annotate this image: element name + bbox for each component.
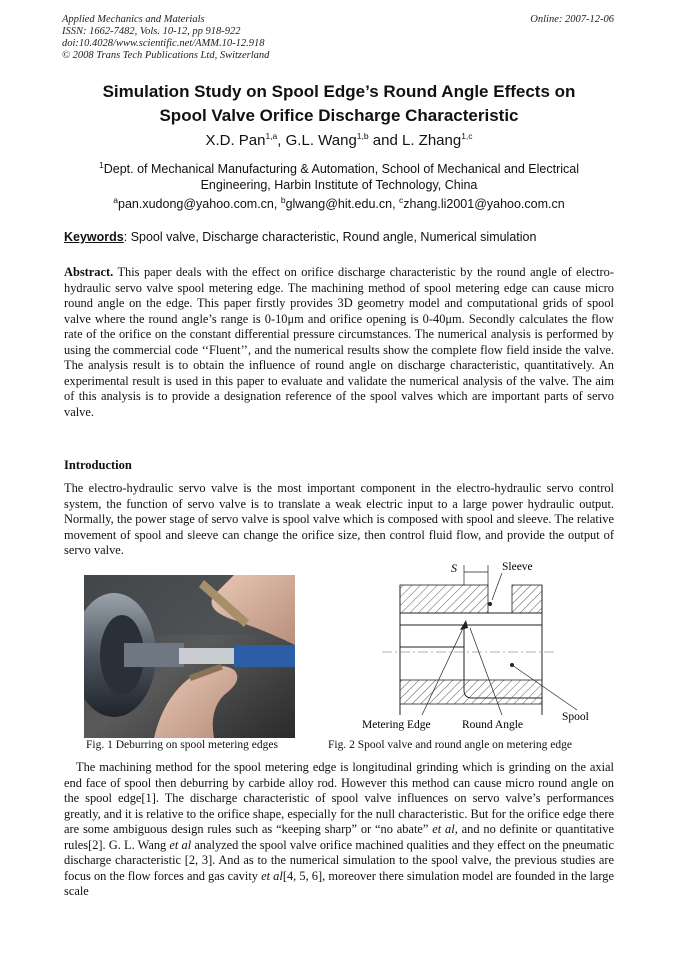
et-al-italic: et al <box>432 822 455 836</box>
paragraph-text: , and no definite or quantitative rules[2]. G. L. Wang <box>64 822 614 852</box>
author-separator: , <box>277 132 286 149</box>
abstract-label: Abstract. <box>64 265 114 279</box>
author-sup: 1,a <box>265 131 278 141</box>
issn-line: ISSN: 1662-7482, Vols. 10-12, pp 918-922 <box>62 26 241 37</box>
abstract-text: This paper deals with the effect on orifice discharge characteristic by the round angle of electro-hydraulic servo valve spool metering edge. The machining method of spool metering edge can cause micro round angle on the edge. This paper firstly provides 3D geometry model and computational grids of spool valve where the round angle’s range is 0-10μm and orifice opening is 0-40μm. Secondly calculates the flow rate of the orifice on the constant differential pressure circumstances. The numerical analysis is performed by using the commercial code ‘‘Fluent’’, and the numerical results show the complete flow field inside the valve. The analysis result is to obtain the influence of round angle on discharge characteristic, quantitatively. An experimental result is used in this paper to evaluate and validate the numerical analysis of the valve. The aim of this analysis is to provide a designation reference of the spool valves which are important parts of servo valve. <box>64 265 614 419</box>
introduction-heading: Introduction <box>64 458 132 472</box>
intro-paragraph-2 <box>64 760 614 900</box>
author-name: X.D. Pan <box>205 132 266 149</box>
email-separator: , <box>392 197 400 212</box>
email-sup: b <box>280 195 286 205</box>
email-address: zhang.li2001@yahoo.com.cn <box>403 197 565 212</box>
author-name: L. Zhang <box>401 132 462 149</box>
email-address: pan.xudong@yahoo.com.cn <box>118 197 274 212</box>
et-al-italic: et al <box>261 868 283 883</box>
deburring-photo <box>84 575 295 738</box>
author-sup: 1,b <box>356 131 369 141</box>
email-sup: a <box>113 195 119 205</box>
paragraph-text: analyzed the spool valve orifice machined qualities and they effect on the pneumatic discharge characteristic [2, 3]. And as to the numerical simulation to the spool valve, the previous studies are focus on the flow forces and gas cavity <box>64 837 614 883</box>
figure-2-caption: Fig. 2 Spool valve and round angle on metering edge <box>328 739 573 751</box>
email-list <box>40 195 638 211</box>
paper-title-line-1: Simulation Study on Spool Edge’s Round Angle Effects on <box>102 82 576 101</box>
paragraph-text: [4, 5, 6], moreover there simulation model are founded in the large scale <box>64 868 614 898</box>
affiliation-sup: 1 <box>99 160 104 170</box>
figure-1-caption: Fig. 1 Deburring on spool metering edges <box>86 739 278 751</box>
sleeve-marker-dot <box>488 602 492 606</box>
s-dimension-label: S <box>451 561 457 575</box>
email-address: glwang@hit.edu.cn <box>285 197 393 212</box>
author-list <box>40 131 638 149</box>
spool-section <box>382 625 557 704</box>
metering-edge-label: Metering Edge <box>362 719 431 731</box>
keywords-text: : Spool valve, Discharge characteristic, Round angle, Numerical simulation <box>123 230 537 244</box>
round-angle-label: Round Angle <box>462 719 524 731</box>
affiliation-text: Dept. of Mechanical Manufacturing & Automation, School of Mechanical and Electrical Engineering, Harbin Institute of Technology, China <box>103 162 579 193</box>
journal-name: Applied Mechanics and Materials <box>62 14 205 25</box>
abstract-paragraph <box>64 265 614 420</box>
spool-label: Spool <box>562 711 589 723</box>
spool-valve-diagram <box>352 560 602 735</box>
paper-title-line-2: Spool Valve Orifice Discharge Characteristic <box>159 106 519 125</box>
email-sup: c <box>399 195 404 205</box>
sleeve-leader <box>492 573 502 600</box>
author-separator: and <box>368 132 402 149</box>
intro-paragraph-1: The electro-hydraulic servo valve is the most important component in the electro-hydraulic servo control system, the function of servo valve is to translate a weak electric input to a large power hydraulic output. Normally, the power stage of servo valve is spool valve which is composed with spool and sleeve. The relative movement of spool and sleeve can change the orifice size, then control fluid flow, and provide the output of servo valve. <box>64 481 614 557</box>
author-sup: 1,c <box>461 131 473 141</box>
doi-line: doi:10.4028/www.scientific.net/AMM.10-12.918 <box>62 38 265 49</box>
copyright-line: © 2008 Trans Tech Publications Ltd, Switzerland <box>62 50 270 61</box>
email-separator: , <box>273 197 281 212</box>
affiliation <box>80 157 598 193</box>
online-date: Online: 2007-12-06 <box>530 14 614 25</box>
blue-tool-holder <box>234 645 295 667</box>
keywords-label: Keywords <box>64 230 124 244</box>
journal-header <box>62 14 269 62</box>
author-name: G.L. Wang <box>285 132 357 149</box>
sleeve-label: Sleeve <box>502 561 533 573</box>
et-al-italic: et al <box>169 837 192 852</box>
paragraph-text: The machining method for the spool metering edge is longitudinal grinding which is grinding on the axial end face of spool then deburring by carbide alloy rod. However this method can cause micro round angle on the spool edge[1]. The discharge characteristic of spool valve influences on servo valve’s performances greatly, and it is relative to the orifice shape, especially for the null characteristic. But for the orifice edge there are some ambiguous design rules such as “keeping sharp” or “no abate” <box>64 760 614 836</box>
keywords-line <box>64 230 616 244</box>
